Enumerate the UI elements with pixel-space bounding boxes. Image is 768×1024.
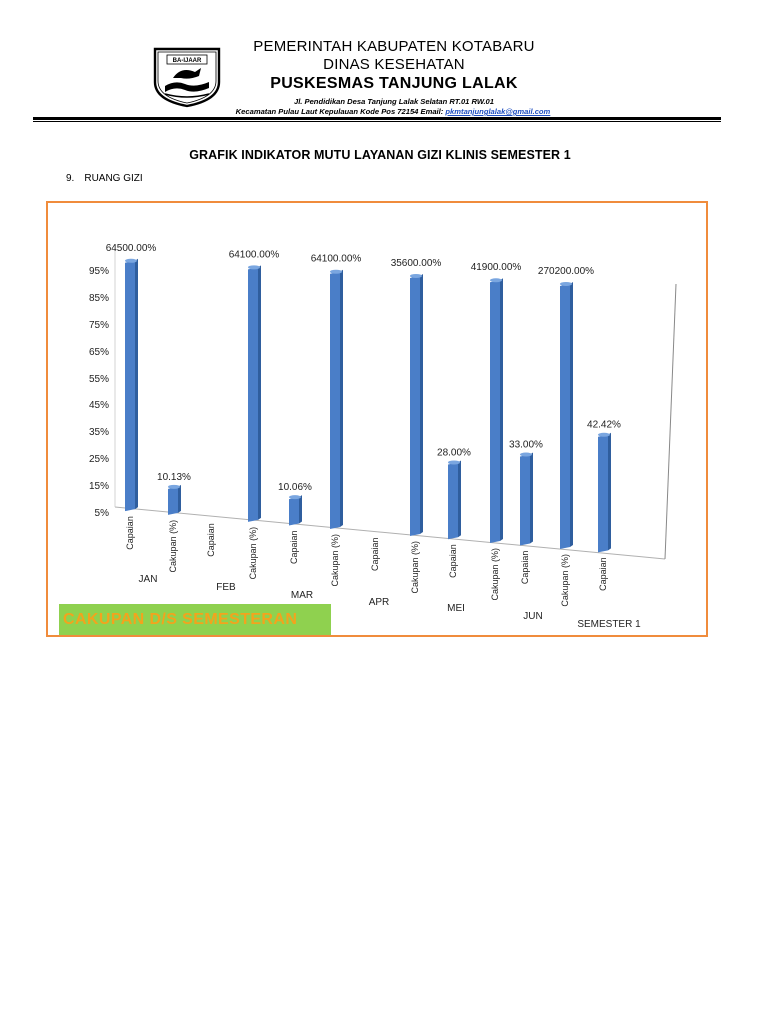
data-label: 35600.00% <box>390 257 442 269</box>
x-category-label: Capaian <box>448 544 458 578</box>
y-tick-label: 15% <box>88 481 109 492</box>
section-number: 9. <box>66 173 75 184</box>
y-tick-label: 45% <box>88 400 109 411</box>
chart-bar-side <box>570 282 573 547</box>
data-label: 64100.00% <box>228 249 280 261</box>
x-category-label: Cakupan (%) <box>410 540 420 594</box>
chart-bar <box>289 497 299 525</box>
y-tick-label: 25% <box>88 454 109 465</box>
x-category-label: Capaian <box>125 516 135 550</box>
letterhead-address-street: Jl. Pendidikan Desa Tanjung Lalak Selatan RT.01 RW.01 <box>293 97 495 106</box>
email-link[interactable]: pkmtanjunglalak@gmail.com <box>445 107 551 116</box>
x-category-label: Cakupan (%) <box>560 554 570 607</box>
x-group-label: FEB <box>216 582 236 593</box>
chart-bar <box>520 455 530 546</box>
data-label: 41900.00% <box>470 262 522 274</box>
section-title: RUANG GIZI <box>84 173 143 184</box>
x-group-label: APR <box>368 597 390 608</box>
chart-bar <box>410 276 420 536</box>
x-group-label: MEI <box>447 603 465 614</box>
chart-right-edge <box>665 284 676 559</box>
chart-bar-top <box>168 485 180 489</box>
chart-bar-side <box>178 485 181 513</box>
y-tick-label: 85% <box>88 293 109 304</box>
letterhead-department: DINAS KESEHATAN <box>323 56 465 73</box>
chart-bar <box>125 261 135 511</box>
address-district: Kecamatan Pulau Laut Kepulauan Kode Pos 72154 Email: <box>235 107 446 116</box>
chart-bar-side <box>500 278 503 541</box>
x-category-label: Cakupan (%) <box>168 519 178 573</box>
chart-bar-top <box>490 278 502 282</box>
data-label: 33.00% <box>509 439 543 451</box>
chart-bar <box>448 462 458 539</box>
x-category-label: Capaian <box>520 550 530 585</box>
chart-bar-top <box>289 495 301 499</box>
data-label: 42.42% <box>587 419 621 431</box>
chart-bar-top <box>248 265 260 269</box>
chart-bar-top <box>410 274 422 278</box>
data-label: 64500.00% <box>105 242 157 254</box>
x-group-label: JAN <box>138 574 158 585</box>
y-tick-label: 35% <box>88 427 109 438</box>
chart-floor-edge <box>115 507 665 559</box>
chart-bar <box>598 435 608 553</box>
y-tick-label: 75% <box>88 320 109 331</box>
y-tick-label: 65% <box>88 347 109 358</box>
chart-bar-side <box>458 460 461 537</box>
chart-bar <box>248 267 258 522</box>
letterhead-institution: PUSKESMAS TANJUNG LALAK <box>270 75 518 92</box>
chart-bar-top <box>448 460 460 464</box>
x-category-label: Capaian <box>289 530 299 564</box>
x-category-label: Cakupan (%) <box>330 534 340 587</box>
chart-bar-side <box>340 270 343 527</box>
data-label: 28.00% <box>437 447 471 459</box>
chart-bar <box>330 272 340 529</box>
x-category-label: Cakupan (%) <box>248 526 258 580</box>
letterhead-government: PEMERINTAH KABUPATEN KOTABARU <box>253 38 535 55</box>
x-category-label: Cakupan (%) <box>490 547 500 601</box>
y-tick-label: 95% <box>88 266 109 277</box>
chart-bar-side <box>530 453 533 544</box>
y-tick-label: 55% <box>88 374 109 385</box>
data-label: 10.13% <box>157 471 191 483</box>
x-group-label: SEMESTER 1 <box>577 619 641 630</box>
chart-bar-top <box>125 259 137 263</box>
chart-bar <box>490 280 500 543</box>
chart-bar <box>168 487 178 515</box>
chart-bar-side <box>608 433 611 551</box>
x-category-label: Capaian <box>598 557 608 591</box>
chart-bar-top <box>560 282 572 286</box>
chart-banner: CAKUPAN D/S SEMESTERAN <box>59 604 331 635</box>
x-category-label: Capaian <box>206 523 216 557</box>
chart-bar-side <box>420 274 423 534</box>
chart-bar-top <box>330 270 342 274</box>
chart-bar-top <box>520 453 532 457</box>
chart-bar-top <box>598 433 610 437</box>
chart-bar-side <box>299 495 302 523</box>
document-title: GRAFIK INDIKATOR MUTU LAYANAN GIZI KLINIS SEMESTER 1 <box>189 148 571 162</box>
x-group-label: MAR <box>290 590 314 601</box>
x-group-label: JUN <box>523 611 543 622</box>
chart-bar-side <box>135 259 138 509</box>
y-tick-label: 5% <box>94 508 109 519</box>
data-label: 64100.00% <box>310 253 362 265</box>
chart-bar <box>560 284 570 549</box>
x-category-label: Capaian <box>370 537 380 572</box>
data-label: 270200.00% <box>537 265 595 277</box>
logo-lettering: BA-IJAAR <box>172 58 202 64</box>
data-label: 10.06% <box>278 482 312 494</box>
chart-bar-side <box>258 265 261 520</box>
